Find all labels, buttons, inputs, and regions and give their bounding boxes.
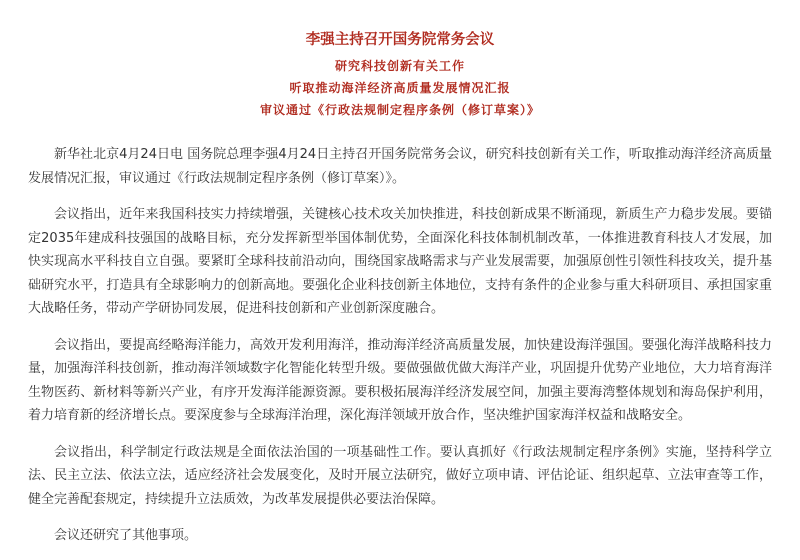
subtitle-1: 研究科技创新有关工作 — [334, 59, 465, 73]
page-title: 李强主持召开国务院常务会议 — [305, 32, 495, 48]
subtitle-3: 审议通过《行政法规制定程序条例（修订草案）》 — [259, 103, 540, 117]
subtitle-2: 听取推动海洋经济高质量发展情况汇报 — [289, 81, 511, 95]
paragraph-tech: 会议指出，近年来我国科技实力持续增强，关键核心技术攻关加快推进，科技创新成果不断涌现，新质生产力稳步发展。要锚定2035年建成科技强国的战略目标，充分发挥新型举国体制优势，全面深化科技体制机制改革，一体推进教育科技人才发展，加快实现高水平科技自立自强。要紧盯全球科技前沿动向，围绕国家战略需求与产业发展需要，加强原创性引领性科技攻关，提升基础研究水平，打造具有全球影响力的创新高地。要强化企业科技创新主体地位，支持有条件的企业参与重大科研项目、承担国家重大战略任务，带动产学研协同发展，促进科技创新和产业创新深度融合。 — [28, 207, 772, 316]
paragraph-ocean: 会议指出，要提高经略海洋能力，高效开发利用海洋，推动海洋经济高质量发展，加快建设海洋强国。要强化海洋战略科技力量，加强海洋科技创新，推动海洋领域数字化智能化转型升级。要做强做优做大海洋产业，巩固提升优势产业地位，大力培育海洋生物医药、新材料等新兴产业，有序开发海洋能源资源。要积极拓展海洋经济发展空间，加强主要海湾整体规划和海岛保护利用，着力培育新的经济增长点。要深度参与全球海洋治理，深化海洋领域开放合作，坚决维护国家海洋权益和战略安全。 — [28, 337, 772, 423]
headline-block — [28, 30, 772, 119]
paragraph-lead: 新华社北京4月24日电 国务院总理李强4月24日主持召开国务院常务会议，研究科技创新有关工作，听取推动海洋经济高质量发展情况汇报，审议通过《行政法规制定程序条例（修订草案）》。 — [28, 147, 772, 186]
article-body — [28, 143, 772, 548]
paragraph-legal: 会议指出，科学制定行政法规是全面依法治国的一项基础性工作。要认真抓好《行政法规制定程序条例》实施，坚持科学立法、民主立法、依法立法，适应经济社会发展变化，及时开展立法研究，做好立项申请、评估论证、组织起草、立法审查等工作，健全完善配套规定，持续提升立法质效，为改革发展提供必要法治保障。 — [28, 444, 772, 507]
paragraph-other: 会议还研究了其他事项。 — [54, 528, 198, 543]
